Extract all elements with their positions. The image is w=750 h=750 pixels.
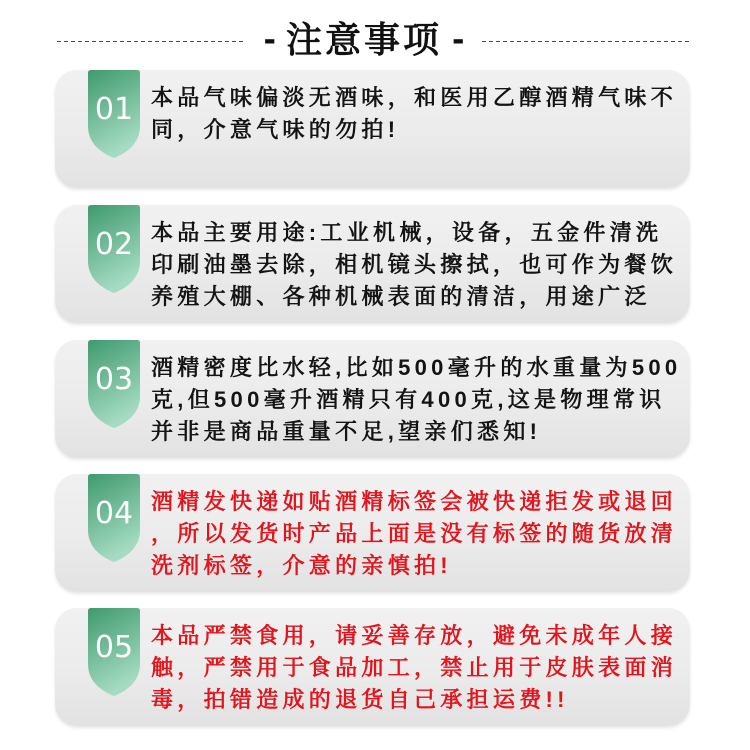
notice-line: 养殖大棚、各种机械表面的清洁，用途广泛: [151, 284, 651, 309]
notice-line: 本品气味偏淡无酒味，和医用乙醇酒精气味不: [151, 85, 678, 110]
notice-card-4: [55, 474, 690, 592]
number-badge: [88, 608, 140, 696]
notice-line: 毒，拍错造成的退货自己承担运费!!: [151, 687, 569, 712]
notice-text: [151, 217, 686, 313]
notice-line: 克,但500毫升酒精只有400克,这是物理常识: [151, 387, 666, 412]
notice-line: 酒精密度比水轻,比如500毫升的水重量为500: [151, 355, 682, 380]
notice-line: ，所以发货时产品上面是没有标签的随货放清: [151, 521, 678, 546]
badge-number: 03: [94, 362, 134, 397]
notice-card-3: [55, 340, 690, 458]
notice-text: [151, 620, 686, 716]
number-badge: [88, 340, 140, 428]
notice-line: 本品主要用途:工业机械，设备，五金件清洗: [151, 220, 663, 245]
notice-line: 并非是商品重量不足,望亲们悉知!: [151, 419, 542, 444]
notice-line: 同，介意气味的勿拍!: [151, 117, 400, 142]
notice-card-1: [55, 70, 690, 188]
notice-line: 本品严禁食用，请妥善存放，避免未成年人接: [151, 623, 678, 648]
title-dash-left: -: [263, 23, 276, 58]
badge-number: 05: [94, 630, 134, 665]
number-badge: [88, 70, 140, 158]
title-text: 注意事项: [285, 20, 442, 61]
badge-number: 04: [94, 496, 134, 531]
notice-card-5: [55, 608, 690, 726]
notice-text: [151, 82, 686, 146]
notice-line: 触，严禁用于食品加工，禁止用于皮肤表面消: [151, 655, 678, 680]
notice-text: [151, 352, 686, 448]
title-dash-right: -: [452, 23, 465, 58]
badge-number: 02: [94, 227, 134, 262]
page-title: [246, 18, 482, 64]
title-divider-left: [57, 41, 246, 42]
notice-line: 印刷油墨去除，相机镜头擦拭，也可作为餐饮: [151, 252, 678, 277]
notice-card-2: [55, 205, 690, 323]
notice-line: 洗剂标签，介意的亲慎拍!: [151, 553, 452, 578]
badge-number: 01: [94, 92, 134, 127]
notice-line: 酒精发快递如贴酒精标签会被快递拒发或退回: [151, 489, 678, 514]
number-badge: [88, 205, 140, 293]
notice-header: [0, 0, 750, 70]
number-badge: [88, 474, 140, 562]
title-divider-right: [482, 41, 690, 42]
notice-text: [151, 486, 686, 582]
